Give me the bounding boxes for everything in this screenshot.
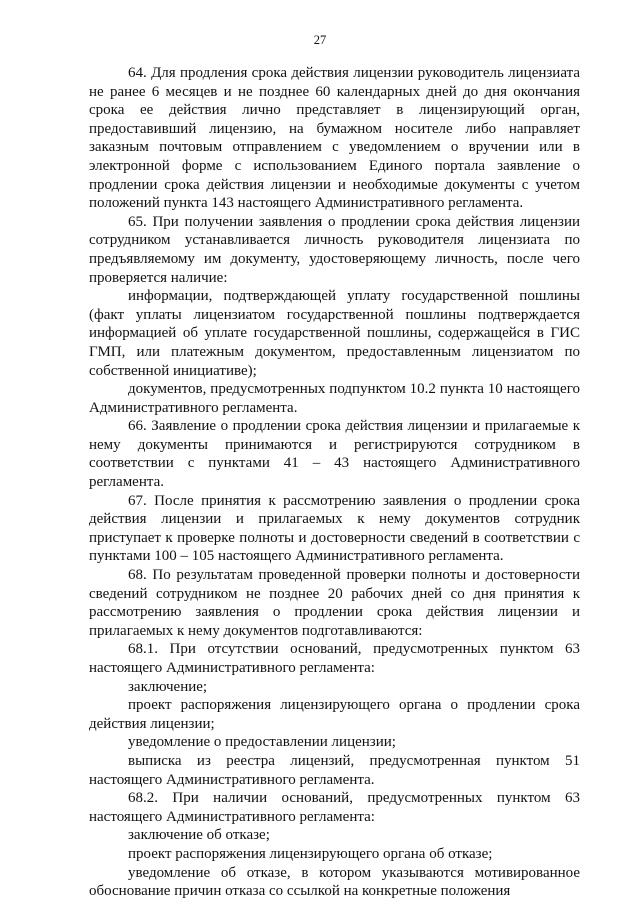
paragraph-68-1-item-notification: уведомление о предоставлении лицензии; [128,734,396,751]
paragraph-68-2-item-refusal-conclusion: заключение об отказе; [128,827,270,844]
paragraph-65: 65. При получении заявления о продлении срока действия лицензии сотрудником устанавливается личность руководителя лицензиата по предъявляемому им документу, удостоверяющему личность, после чего проверяется наличие: [89,213,580,286]
page-number: 27 [313,33,327,47]
paragraph-68-2: 68.2. При наличии оснований, предусмотренных пунктом 63 настоящего Административного регламента: [89,790,580,825]
paragraph-68-1-item-registry-extract: выписка из реестра лицензий, предусмотренная пунктом 51 настоящего Административного регламента. [89,752,580,788]
document-body [89,64,580,901]
paragraph-68-1-item-conclusion: заключение; [128,678,208,695]
paragraph-65-item-fee-info: информации, подтверждающей уплату государственной пошлины (факт уплаты лицензиатом государственной пошлины подтверждается информацией об уплате государственной пошлины, содержащейся в ГИС ГМП, или платежным документом, предоставленным лицензиатом по собственной инициативе); [89,288,580,379]
paragraph-68: 68. По результатам проведенной проверки полноты и достоверности сведений сотрудником не позднее 20 рабочих дней со дня принятия к рассмотрению заявления о продлении срока действия лицензии и прилагаемых к нему документов подготавливаются: [89,567,580,639]
paragraph-67: 67. После принятия к рассмотрению заявления о продлении срока действия лицензии и прилагаемых к нему документов сотрудник приступает к проверке полноты и достоверности сведений в соответствии с пунктами 100 – 105 настоящего Административного регламента. [89,492,580,565]
paragraph-65-item-documents: документов, предусмотренных подпунктом 10.2 пункта 10 настоящего Административного регламента. [89,381,580,416]
paragraph-68-2-item-refusal-notification: уведомление об отказе, в котором указываются мотивированное обоснование причин отказа со ссылкой на конкретные положения [89,864,580,900]
paragraph-68-2-item-refusal-draft-order: проект распоряжения лицензирующего органа об отказе; [128,845,493,862]
paragraph-66: 66. Заявление о продлении срока действия лицензии и прилагаемые к нему документы принимаются и регистрируются сотрудником в соответствии с пунктами 41 – 43 настоящего Административного регламента. [89,418,580,491]
paragraph-64: 64. Для продления срока действия лицензии руководитель лицензиата не ранее 6 месяцев и не позднее 60 календарных дней до дня окончания срока ее действия лично представляет в лицензирующий орган, предоставивший лицензию, на бумажном носителе либо направляет заказным почтовым отправлением с уведомлением о вручении или в электронной форме с использованием Единого портала заявление о продлении срока действия лицензии и необходимые документы с учетом положений пункта 143 настоящего Административного регламента. [89,65,580,212]
paragraph-68-1-item-draft-order: проект распоряжения лицензирующего органа о продлении срока действия лицензии; [89,697,580,732]
paragraph-68-1: 68.1. При отсутствии оснований, предусмотренных пунктом 63 настоящего Административного регламента: [89,641,580,676]
